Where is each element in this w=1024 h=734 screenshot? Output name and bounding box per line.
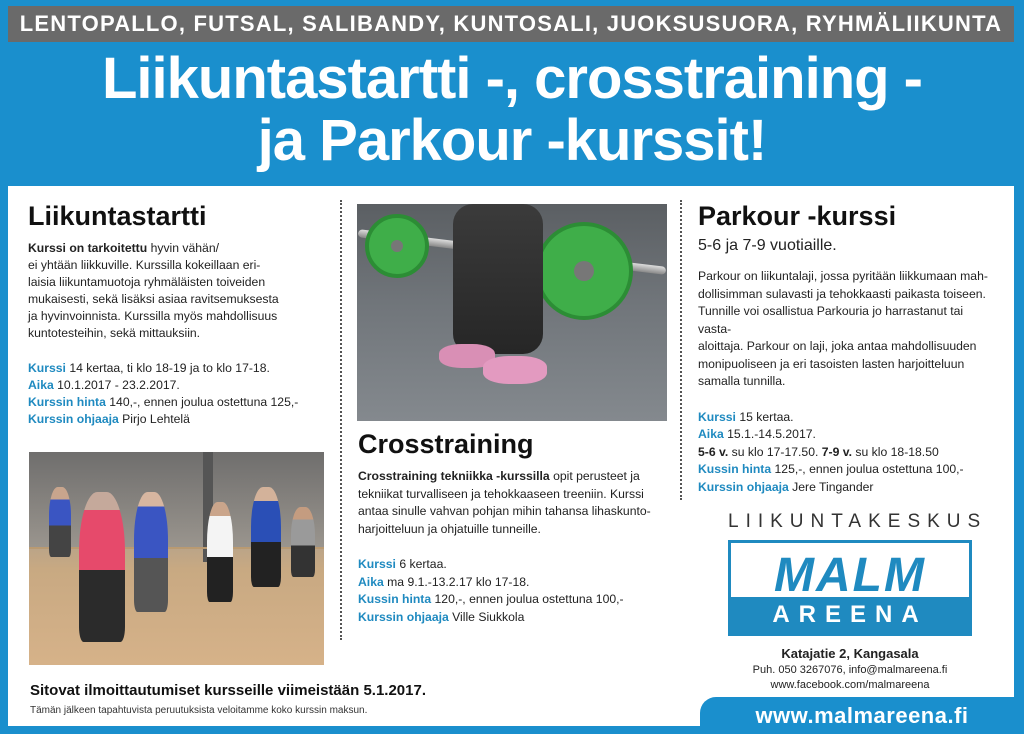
detail-label: Aika xyxy=(698,427,724,441)
detail-row xyxy=(698,461,998,479)
intro-text: aloittaja. Parkour on laji, joka antaa mahdollisuuden xyxy=(698,339,977,353)
parkour-title: Parkour -kurssi xyxy=(698,201,897,231)
liikuntastartti-details xyxy=(28,360,318,428)
age-group-label: 5-6 v. xyxy=(698,444,729,459)
intro-text: harjoitteluun ja ohjatuille tunneille. xyxy=(358,521,541,536)
detail-value: 125,-, ennen joulua ostettuna 100,- xyxy=(771,462,964,476)
headline xyxy=(0,48,1024,172)
detail-label: Aika xyxy=(358,574,384,589)
logo-liikuntakeskus: LIIKUNTAKESKUS xyxy=(728,511,988,532)
participant-figure xyxy=(207,502,233,602)
participant-figure xyxy=(49,487,71,557)
column-divider-right xyxy=(680,200,682,500)
liikuntastartti-description xyxy=(28,240,318,342)
intro-text: opit perusteet ja xyxy=(549,469,640,483)
detail-label: Kussin hinta xyxy=(358,592,432,606)
parkour-age-groups: 5-6 ja 7-9 vuotiaille. xyxy=(698,237,837,254)
facebook-link[interactable]: www.facebook.com/malmareena xyxy=(770,679,930,691)
detail-row xyxy=(28,360,318,377)
detail-value: su klo 17-17.50. xyxy=(728,444,822,459)
lifter-legs xyxy=(453,204,543,354)
registration-deadline: Sitovat ilmoittautumiset kursseille viimeistään 5.1.2017. xyxy=(30,682,426,699)
intro-text: monipuoliseen ja eri tasoisten lasten harjoitteluun xyxy=(698,356,965,371)
detail-label: Kurssin ohjaaja xyxy=(358,609,449,624)
participant-figure xyxy=(134,492,168,612)
malm-wordmark-icon xyxy=(737,551,963,597)
weight-plate xyxy=(535,222,633,320)
barbell-lift-photo xyxy=(357,204,667,421)
participant-figure xyxy=(251,487,281,587)
detail-label: Kurssi xyxy=(698,409,736,424)
cancellation-note: Tämän jälkeen tapahtuvista peruutuksista veloitamme koko kurssin maksun. xyxy=(30,705,368,716)
intro-text: ei yhtään liikkuville. Kurssilla kokeillaan eri- xyxy=(28,258,261,272)
liikuntastartti-title: Liikuntastartti xyxy=(28,201,207,231)
intro-text: samalla tunnilla. xyxy=(698,374,786,388)
logo-brand-text: MALM xyxy=(774,551,926,597)
intro-text: hyvin vähän/ xyxy=(147,241,220,255)
detail-row xyxy=(28,394,318,411)
weight-plate xyxy=(365,214,429,278)
detail-value: 120,-, ennen joulua ostettuna 100,- xyxy=(431,592,624,606)
website-link[interactable]: www.malmareena.fi xyxy=(755,703,969,728)
intro-text: antaa sinulle vahvan pohjan mihin tahansa lihaskunto- xyxy=(358,504,651,518)
logo-areena: AREENA xyxy=(731,597,969,633)
crosstraining-description xyxy=(358,468,668,538)
detail-value: 6 kertaa. xyxy=(395,557,447,571)
parkour-description xyxy=(698,268,998,391)
column-divider-left xyxy=(340,200,342,640)
detail-row xyxy=(698,444,998,462)
sports-list-banner: LENTOPALLO, FUTSAL, SALIBANDY, KUNTOSALI, JUOKSUSUORA, RYHMÄLIIKUNTA xyxy=(8,6,1014,42)
detail-value: 10.1.2017 - 23.2.2017. xyxy=(53,378,180,392)
intro-text: ja hyvinvoinnista. Kurssilla myös mahdollisuus xyxy=(28,309,278,323)
parkour-details xyxy=(698,409,998,497)
detail-label: Kurssin ohjaaja xyxy=(28,412,119,426)
headline-line-2: ja Parkour -kurssit! xyxy=(257,108,767,173)
intro-text: tekniikat turvalliseen ja tehokkaaseen treeniin. Kurssi xyxy=(358,486,644,501)
detail-label: Aika xyxy=(28,378,54,392)
detail-value: Ville Siukkola xyxy=(448,609,525,624)
contact-info xyxy=(728,645,972,693)
headline-line-1: Liikuntastartti -, crosstraining - xyxy=(102,46,922,111)
malm-areena-logo xyxy=(728,540,972,636)
detail-row xyxy=(28,377,318,394)
detail-value: Jere Tingander xyxy=(788,479,874,494)
sneaker xyxy=(483,356,547,384)
phone-email: Puh. 050 3267076, info@malmareena.fi xyxy=(752,664,948,676)
crosstraining-details xyxy=(358,556,668,626)
detail-row xyxy=(698,479,998,497)
intro-text: kuntotesteihin, sekä mittauksiin. xyxy=(28,326,201,340)
detail-row xyxy=(698,426,998,444)
crosstraining-section xyxy=(358,428,668,626)
crosstraining-title: Crosstraining xyxy=(358,429,534,459)
detail-row xyxy=(698,409,998,427)
detail-value: ma 9.1.-13.2.17 klo 17-18. xyxy=(383,574,530,589)
detail-row xyxy=(28,411,318,428)
liikuntastartti-intro-bold: Kurssi on tarkoitettu xyxy=(28,241,148,255)
intro-text: Parkour on liikuntalaji, jossa pyritään liikkumaan mah- xyxy=(698,269,988,283)
detail-value: su klo 18-18.50 xyxy=(852,444,939,459)
intro-text: Tunnille voi osallistua Parkouria jo harrastanut tai vasta- xyxy=(698,304,964,336)
parkour-section xyxy=(698,200,998,496)
detail-value: Pirjo Lehtelä xyxy=(118,412,190,426)
participant-figure xyxy=(79,492,125,642)
detail-value: 15.1.-14.5.2017. xyxy=(723,427,816,441)
liikuntastartti-section xyxy=(28,200,318,428)
detail-label: Kurssi xyxy=(28,361,66,375)
website-bar xyxy=(700,697,1024,734)
detail-value: 140,-, ennen joulua ostettuna 125,- xyxy=(105,395,299,409)
age-group-label: 7-9 v. xyxy=(821,444,853,459)
intro-text: laisia liikuntamuotoja ryhmäläisten toiveiden xyxy=(28,275,266,289)
crosstraining-intro-bold: Crosstraining tekniikka -kurssilla xyxy=(358,469,550,483)
detail-value: 14 kertaa, ti klo 18-19 ja to klo 17-18. xyxy=(65,361,270,375)
detail-label: Kurssi xyxy=(358,557,396,571)
intro-text: mukaisesti, sekä lisäksi asiaa ravitsemuksesta xyxy=(28,292,279,306)
street-address: Katajatie 2, Kangasala xyxy=(781,646,919,661)
participant-figure xyxy=(291,507,315,577)
detail-label: Kurssin hinta xyxy=(28,395,106,409)
detail-row xyxy=(358,591,668,609)
detail-row xyxy=(358,574,668,592)
detail-label: Kurssin ohjaaja xyxy=(698,479,789,494)
detail-label: Kussin hinta xyxy=(698,462,772,476)
detail-value: 15 kertaa. xyxy=(735,409,794,424)
intro-text: dollisimman sulavasti ja tehokkaasti paikasta toiseen. xyxy=(698,286,986,301)
group-exercise-photo xyxy=(29,452,324,665)
detail-row xyxy=(358,556,668,574)
detail-row xyxy=(358,609,668,627)
